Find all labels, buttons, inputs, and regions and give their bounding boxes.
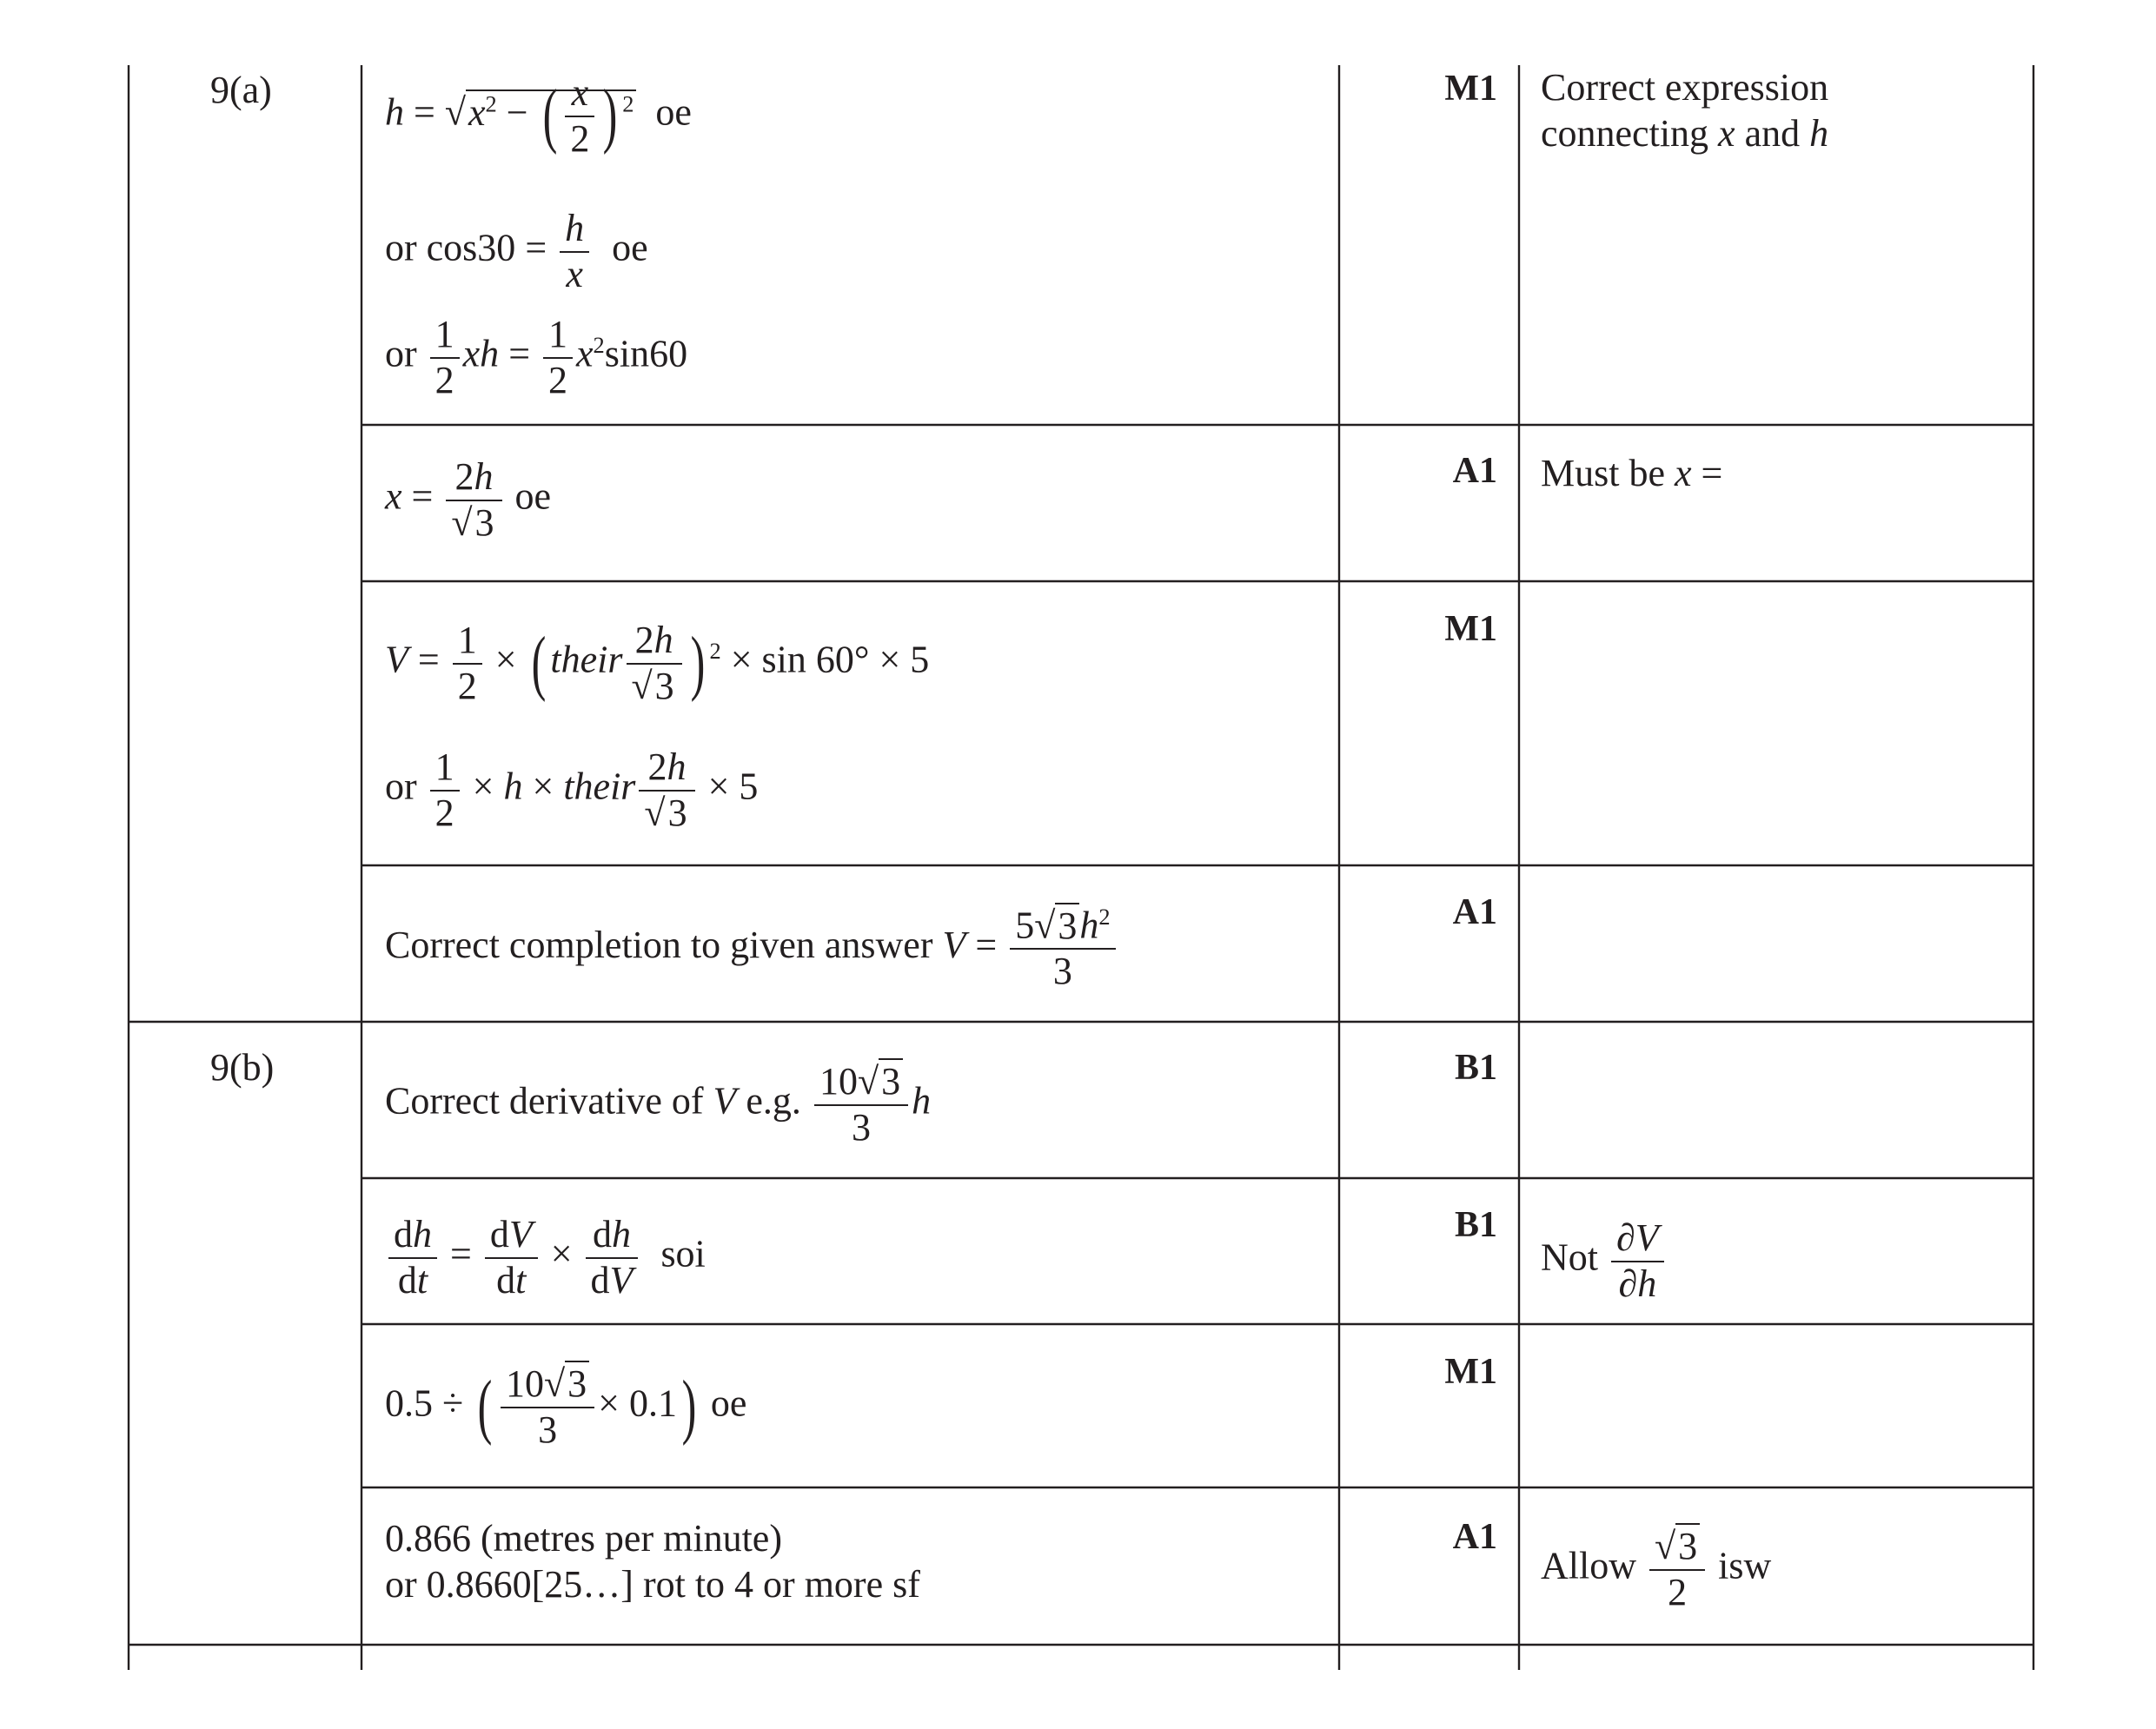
guidance-row-8: Allow $\frac{√3}{2}$ isw — [1541, 1525, 1772, 1613]
guidance-row-6: Not $\frac{\partial V}{\partial h}$ — [1541, 1216, 1668, 1306]
answer-row-1-line-2: or cos30 = $\frac{h}{x}$ oe — [385, 207, 648, 295]
answer-row-3-line-1: V = $\frac{1}{2}$ × ( their $\frac{2h}{√3}$ ) $^2$ × sin 60° × 5 — [385, 619, 930, 707]
answer-row-3-line-2: or $\frac{1}{2}$ × h × their $\frac{2h}{√3}$ × 5 — [385, 745, 759, 834]
answer-row-2: x = $\frac{2h}{√3}$ oe — [385, 455, 552, 544]
answer-row-1-line-1: $h = √x^2$ − ( $\frac{x}{2}$ ) $^2$ oe — [385, 71, 692, 160]
answer-row-8-line-2: or 0.8660[25…] rot to 4 or more sf — [385, 1563, 920, 1606]
mark-row-7: M1 — [1444, 1352, 1497, 1392]
answer-row-7: 0.5 ÷ ( $\frac{10√3}{3}$ × 0.1) oe — [385, 1362, 747, 1451]
question-label-9a: 9(a) — [210, 69, 272, 111]
question-label-9b: 9(b) — [210, 1046, 275, 1089]
mark-row-6: B1 — [1454, 1205, 1497, 1245]
mark-row-4: A1 — [1452, 892, 1497, 932]
answer-row-8-line-1: 0.866 (metres per minute) — [385, 1517, 782, 1560]
mark-row-8: A1 — [1452, 1517, 1497, 1557]
mark-row-2: A1 — [1452, 451, 1497, 491]
mark-row-3: M1 — [1444, 609, 1497, 649]
guidance-row-1: Correct expression connecting x and h — [1541, 66, 1829, 155]
answer-row-4: Correct completion to given answer V = $\frac{5√3h^2}{3}$ — [385, 904, 1119, 994]
mark-row-5: B1 — [1454, 1048, 1497, 1088]
guidance-row-2: Must be x = — [1541, 452, 1723, 494]
answer-row-6: $\frac{dh}{dt}$ = $\frac{dV}{dt}$ × $\frac{dh}{dV}$ soi — [385, 1213, 706, 1302]
mark-row-1: M1 — [1444, 69, 1497, 109]
answer-row-1-line-3: or $\frac{1}{2}$ xh = $\frac{1}{2}$ $x^2\sin 60$ — [385, 313, 688, 401]
answer-row-5: Correct derivative of V e.g. $\frac{10√3}{3}$ h — [385, 1060, 932, 1149]
